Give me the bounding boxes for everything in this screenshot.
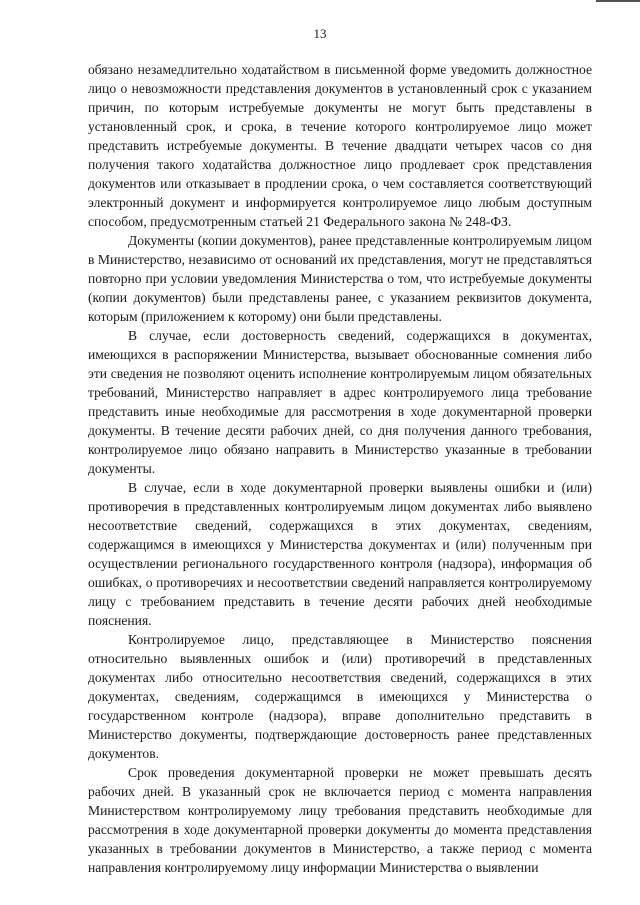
paragraph-previously-submitted-documents: Документы (копии документов), ранее представленные контролируемым лицом в Министерство, независимо от оснований их представления, могут не представляться повторно при условии уведомления Министерства о том, что истребуемые документы (копии документов) были представлены ранее, с указанием реквизитов документа, которым (приложением к которому) они были представлены. <box>88 233 592 324</box>
paragraph-inspection-duration: Срок проведения документарной проверки не может превышать десять рабочих дней. В указанный срок не включается период с момента направления Министерством контролируемому лицу требования представить необходимые для рассмотрения в ходе документарной проверки документы до момента представления указанных в требовании документов в Министерство, а также период с момента направления контролируемому лицу информации Министерства о выявлении <box>88 765 592 875</box>
paragraph-explanations: Контролируемое лицо, представляющее в Министерство пояснения относительно выявленных ошибок и (или) противоречий в представленных документах либо относительно несоответствия сведений, содержащихся в этих документах, сведениям, содержащимся в имеющихся у Министерства о государственном контроле (надзора), вправе дополнительно представить в Министерство документы, подтверждающие достоверность ранее представленных документов. <box>88 632 592 761</box>
page-number: 13 <box>313 26 327 41</box>
scan-corner-mark <box>596 0 640 2</box>
paragraph-continuation: обязано незамедлительно ходатайством в письменной форме уведомить должностное лицо о невозможности представления документов в установленный срок с указанием причин, по которым истребуемые документы не могут быть представлены в установленный срок, и срока, в течение которого контролируемое лицо может представить истребуемые документы. В течение двадцати четырех часов со дня получения такого ходатайства должностное лицо продлевает срок представления документов или отказывает в продлении срока, о чем составляется соответствующий электронный документ и информируется контролируемое лицо любым доступным способом, предусмотренным статьей 21 Федерального закона № 248-ФЗ. <box>88 62 592 229</box>
paragraph-errors-and-contradictions: В случае, если в ходе документарной проверки выявлены ошибки и (или) противоречия в представленных контролируемым лицом документах либо выявлено несоответствие сведений, содержащихся в этих документах, сведениям, содержащимся в имеющихся у Министерства документах и (или) полученным при осуществлении регионального государственного контроля (надзора), информация об ошибках, о противоречиях и несоответствии сведений направляется контролируемому лицу с требованием представить в течение десяти рабочих дней необходимые пояснения. <box>88 480 592 628</box>
paragraph-doubtful-information: В случае, если достоверность сведений, содержащихся в документах, имеющихся в распоряжении Министерства, вызывает обоснованные сомнения либо эти сведения не позволяют оценить исполнение контролируемым лицом обязательных требований, Министерство направляет в адрес контролируемого лица требование представить иные необходимые для рассмотрения в ходе документарной проверки документы. В течение десяти рабочих дней, со дня получения данного требования, контролируемое лицо обязано направить в Министерство указанные в требовании документы. <box>88 328 592 476</box>
document-body <box>88 60 592 877</box>
